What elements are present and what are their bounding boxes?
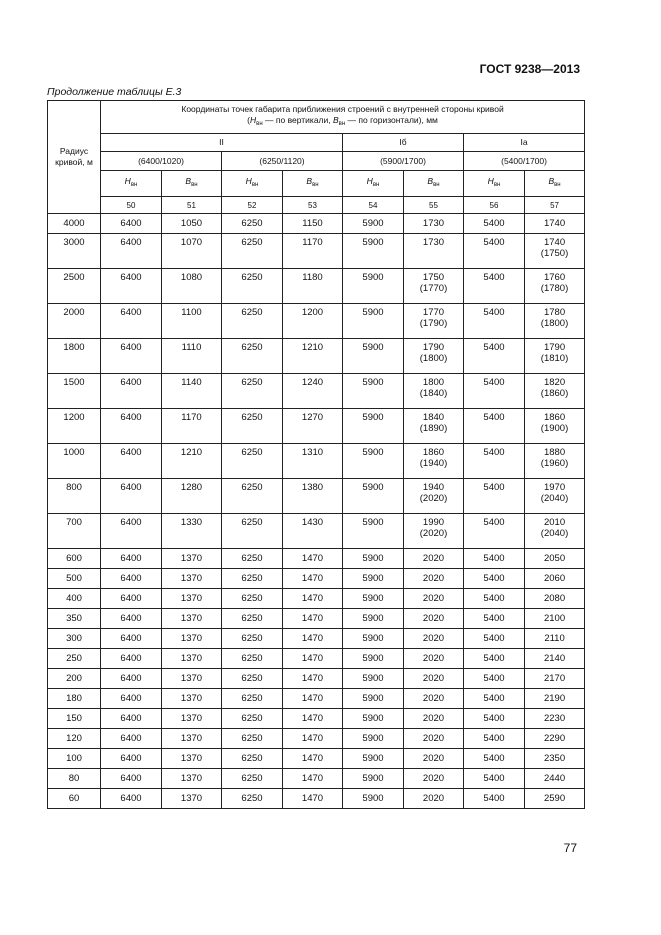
clearance-table: [47, 100, 585, 809]
table-row: [48, 729, 585, 749]
value-cell: 1740: [525, 214, 585, 234]
value-cell: 5400: [464, 479, 525, 514]
value-cell: 5900: [343, 339, 404, 374]
value-cell: 1990 (2020): [404, 514, 464, 549]
value-cell: 1880 (1960): [525, 444, 585, 479]
value-cell: 6400: [101, 269, 162, 304]
table-row: [48, 629, 585, 649]
value-cell: 1370: [162, 669, 222, 689]
radius-cell: 600: [48, 549, 101, 569]
value-cell: 6250: [222, 769, 283, 789]
column-symbol: $B_{вн}$: [162, 171, 222, 197]
value-cell: 2590: [525, 789, 585, 809]
value-cell: 1470: [283, 629, 343, 649]
value-cell: 1100: [162, 304, 222, 339]
value-cell: 5400: [464, 749, 525, 769]
value-cell: 1170: [283, 234, 343, 269]
value-cell: 1780 (1800): [525, 304, 585, 339]
value-cell: 1140: [162, 374, 222, 409]
radius-cell: 1500: [48, 374, 101, 409]
table-row: [48, 669, 585, 689]
value-cell: 1080: [162, 269, 222, 304]
value-cell: 1470: [283, 729, 343, 749]
value-cell: 5900: [343, 214, 404, 234]
value-cell: 6400: [101, 549, 162, 569]
value-cell: 1820 (1860): [525, 374, 585, 409]
value-cell: 2020: [404, 549, 464, 569]
value-cell: 1800 (1840): [404, 374, 464, 409]
value-cell: 6250: [222, 304, 283, 339]
value-cell: 2140: [525, 649, 585, 669]
value-cell: 5400: [464, 689, 525, 709]
value-cell: 1370: [162, 769, 222, 789]
table-row: [48, 269, 585, 304]
value-cell: 5400: [464, 769, 525, 789]
value-cell: 6400: [101, 709, 162, 729]
value-cell: 6250: [222, 629, 283, 649]
value-cell: 5900: [343, 304, 404, 339]
value-cell: 1940 (2020): [404, 479, 464, 514]
value-cell: 5400: [464, 269, 525, 304]
value-cell: 1750 (1770): [404, 269, 464, 304]
value-cell: 1370: [162, 709, 222, 729]
value-cell: 6400: [101, 304, 162, 339]
value-cell: 2230: [525, 709, 585, 729]
value-cell: 1790 (1810): [525, 339, 585, 374]
coords-header: Координаты точек габарита приближения строений с внутренней стороны кривой ($H_{вн}$ — по вертикали, $B_{вн}$ — по горизонтали), мм: [101, 101, 585, 134]
value-cell: 1370: [162, 609, 222, 629]
value-cell: 5400: [464, 514, 525, 549]
value-cell: 6400: [101, 629, 162, 649]
value-cell: 6400: [101, 669, 162, 689]
column-symbol: $H_{вн}$: [464, 171, 525, 197]
value-cell: 2020: [404, 769, 464, 789]
value-cell: 6250: [222, 789, 283, 809]
table-row: [48, 709, 585, 729]
value-cell: 6250: [222, 569, 283, 589]
value-cell: 5400: [464, 374, 525, 409]
value-cell: 5400: [464, 709, 525, 729]
value-cell: 5400: [464, 214, 525, 234]
radius-cell: 180: [48, 689, 101, 709]
value-cell: 1470: [283, 709, 343, 729]
value-cell: 2190: [525, 689, 585, 709]
value-cell: 1370: [162, 649, 222, 669]
value-cell: 1170: [162, 409, 222, 444]
radius-cell: 500: [48, 569, 101, 589]
value-cell: 1860 (1900): [525, 409, 585, 444]
value-cell: 1470: [283, 789, 343, 809]
value-cell: 2010 (2040): [525, 514, 585, 549]
value-cell: 2020: [404, 609, 464, 629]
value-cell: 5900: [343, 589, 404, 609]
value-cell: 6250: [222, 669, 283, 689]
value-cell: 1280: [162, 479, 222, 514]
value-cell: 5900: [343, 514, 404, 549]
radius-cell: 3000: [48, 234, 101, 269]
value-cell: 2020: [404, 589, 464, 609]
value-cell: 2020: [404, 689, 464, 709]
value-cell: 2080: [525, 589, 585, 609]
value-cell: 5400: [464, 589, 525, 609]
value-cell: 6250: [222, 709, 283, 729]
subgroup-header: (5900/1700): [343, 152, 464, 171]
radius-cell: 4000: [48, 214, 101, 234]
value-cell: 1110: [162, 339, 222, 374]
value-cell: 1470: [283, 689, 343, 709]
table-row: [48, 444, 585, 479]
value-cell: 1150: [283, 214, 343, 234]
subgroup-header: (6400/1020): [101, 152, 222, 171]
value-cell: 6400: [101, 339, 162, 374]
value-cell: 1180: [283, 269, 343, 304]
value-cell: 5900: [343, 789, 404, 809]
radius-cell: 700: [48, 514, 101, 549]
value-cell: 6250: [222, 649, 283, 669]
value-cell: 1470: [283, 769, 343, 789]
value-cell: 6250: [222, 234, 283, 269]
value-cell: 6250: [222, 549, 283, 569]
value-cell: 1370: [162, 729, 222, 749]
group-header-II: II: [101, 134, 343, 152]
table-row: [48, 479, 585, 514]
value-cell: 1210: [162, 444, 222, 479]
value-cell: 5900: [343, 409, 404, 444]
value-cell: 1470: [283, 749, 343, 769]
value-cell: 2020: [404, 749, 464, 769]
value-cell: 2020: [404, 649, 464, 669]
value-cell: 6400: [101, 479, 162, 514]
value-cell: 6400: [101, 409, 162, 444]
value-cell: 2020: [404, 789, 464, 809]
column-number: 53: [283, 197, 343, 214]
value-cell: 1470: [283, 609, 343, 629]
value-cell: 6400: [101, 234, 162, 269]
value-cell: 1860 (1940): [404, 444, 464, 479]
value-cell: 1370: [162, 629, 222, 649]
table-row: [48, 304, 585, 339]
value-cell: 5400: [464, 629, 525, 649]
group-header-Ia: Iа: [464, 134, 585, 152]
value-cell: 1430: [283, 514, 343, 549]
table-row: [48, 609, 585, 629]
table-caption: Продолжение таблицы Е.3: [47, 86, 182, 98]
column-symbol: $B_{вн}$: [283, 171, 343, 197]
value-cell: 2350: [525, 749, 585, 769]
radius-header: Радиус кривой, м: [48, 101, 101, 214]
value-cell: 6250: [222, 589, 283, 609]
value-cell: 5900: [343, 569, 404, 589]
column-symbol: $B_{вн}$: [404, 171, 464, 197]
column-number: 52: [222, 197, 283, 214]
value-cell: 5900: [343, 444, 404, 479]
value-cell: 6400: [101, 589, 162, 609]
column-number: 57: [525, 197, 585, 214]
value-cell: 1070: [162, 234, 222, 269]
column-number: 56: [464, 197, 525, 214]
value-cell: 1270: [283, 409, 343, 444]
radius-cell: 400: [48, 589, 101, 609]
value-cell: 5900: [343, 689, 404, 709]
value-cell: 1730: [404, 214, 464, 234]
radius-cell: 60: [48, 789, 101, 809]
value-cell: 6250: [222, 409, 283, 444]
value-cell: 1240: [283, 374, 343, 409]
table-row: [48, 589, 585, 609]
value-cell: 6250: [222, 749, 283, 769]
value-cell: 5900: [343, 374, 404, 409]
value-cell: 6400: [101, 769, 162, 789]
column-symbol: $H_{вн}$: [222, 171, 283, 197]
radius-cell: 150: [48, 709, 101, 729]
value-cell: 5400: [464, 339, 525, 374]
value-cell: 5400: [464, 444, 525, 479]
value-cell: 6400: [101, 729, 162, 749]
value-cell: 2170: [525, 669, 585, 689]
table-row: [48, 409, 585, 444]
value-cell: 5900: [343, 629, 404, 649]
radius-cell: 2000: [48, 304, 101, 339]
value-cell: 1370: [162, 689, 222, 709]
value-cell: 5900: [343, 609, 404, 629]
radius-cell: 100: [48, 749, 101, 769]
subgroup-header: (6250/1120): [222, 152, 343, 171]
value-cell: 1470: [283, 669, 343, 689]
value-cell: 5900: [343, 709, 404, 729]
value-cell: 1760 (1780): [525, 269, 585, 304]
radius-cell: 1000: [48, 444, 101, 479]
value-cell: 2100: [525, 609, 585, 629]
value-cell: 2020: [404, 629, 464, 649]
value-cell: 5900: [343, 669, 404, 689]
table-row: [48, 789, 585, 809]
table-row: [48, 649, 585, 669]
value-cell: 1370: [162, 549, 222, 569]
value-cell: 1470: [283, 589, 343, 609]
value-cell: 1370: [162, 749, 222, 769]
value-cell: 5900: [343, 729, 404, 749]
table-row: [48, 769, 585, 789]
value-cell: 2020: [404, 669, 464, 689]
value-cell: 5900: [343, 479, 404, 514]
column-symbol: $B_{вн}$: [525, 171, 585, 197]
value-cell: 6250: [222, 479, 283, 514]
coords-header-line1: Координаты точек габарита приближения строений с внутренней стороны кривой: [181, 104, 504, 114]
table-row: [48, 339, 585, 374]
value-cell: 6400: [101, 789, 162, 809]
radius-cell: 80: [48, 769, 101, 789]
value-cell: 1200: [283, 304, 343, 339]
value-cell: 1470: [283, 549, 343, 569]
group-header-Ib: Iб: [343, 134, 464, 152]
value-cell: 5900: [343, 549, 404, 569]
table-row: [48, 749, 585, 769]
column-number: 54: [343, 197, 404, 214]
column-number: 55: [404, 197, 464, 214]
radius-cell: 300: [48, 629, 101, 649]
column-number: 50: [101, 197, 162, 214]
value-cell: 6250: [222, 444, 283, 479]
value-cell: 1470: [283, 649, 343, 669]
value-cell: 6250: [222, 339, 283, 374]
value-cell: 6400: [101, 649, 162, 669]
value-cell: 6400: [101, 689, 162, 709]
value-cell: 5900: [343, 649, 404, 669]
radius-cell: 120: [48, 729, 101, 749]
column-number: 51: [162, 197, 222, 214]
value-cell: 1370: [162, 789, 222, 809]
value-cell: 6400: [101, 569, 162, 589]
value-cell: 5400: [464, 234, 525, 269]
value-cell: 6400: [101, 214, 162, 234]
value-cell: 1050: [162, 214, 222, 234]
standard-code: ГОСТ 9238—2013: [479, 62, 580, 76]
value-cell: 1370: [162, 569, 222, 589]
radius-cell: 800: [48, 479, 101, 514]
value-cell: 2290: [525, 729, 585, 749]
value-cell: 1470: [283, 569, 343, 589]
value-cell: 6400: [101, 444, 162, 479]
value-cell: 1970 (2040): [525, 479, 585, 514]
radius-cell: 1200: [48, 409, 101, 444]
table-row: [48, 514, 585, 549]
value-cell: 5400: [464, 304, 525, 339]
value-cell: 6250: [222, 729, 283, 749]
value-cell: 6250: [222, 374, 283, 409]
table-row: [48, 374, 585, 409]
radius-cell: 250: [48, 649, 101, 669]
value-cell: 2020: [404, 569, 464, 589]
value-cell: 1840 (1890): [404, 409, 464, 444]
table-row: [48, 234, 585, 269]
value-cell: 5900: [343, 749, 404, 769]
value-cell: 5400: [464, 549, 525, 569]
value-cell: 2020: [404, 729, 464, 749]
value-cell: 1310: [283, 444, 343, 479]
value-cell: 6250: [222, 689, 283, 709]
value-cell: 1330: [162, 514, 222, 549]
value-cell: 6250: [222, 214, 283, 234]
value-cell: 6250: [222, 609, 283, 629]
table-row: [48, 214, 585, 234]
value-cell: 6250: [222, 269, 283, 304]
value-cell: 5900: [343, 269, 404, 304]
value-cell: 1740 (1750): [525, 234, 585, 269]
subgroup-header: (5400/1700): [464, 152, 585, 171]
radius-cell: 200: [48, 669, 101, 689]
page-number: 77: [563, 841, 577, 855]
radius-cell: 350: [48, 609, 101, 629]
radius-cell: 2500: [48, 269, 101, 304]
value-cell: 1370: [162, 589, 222, 609]
value-cell: 5900: [343, 234, 404, 269]
value-cell: 5400: [464, 729, 525, 749]
table-row: [48, 569, 585, 589]
value-cell: 5400: [464, 609, 525, 629]
table-row: [48, 689, 585, 709]
value-cell: 6250: [222, 514, 283, 549]
value-cell: 5400: [464, 789, 525, 809]
value-cell: 5400: [464, 569, 525, 589]
value-cell: 2020: [404, 709, 464, 729]
value-cell: 6400: [101, 374, 162, 409]
value-cell: 1770 (1790): [404, 304, 464, 339]
value-cell: 1210: [283, 339, 343, 374]
radius-cell: 1800: [48, 339, 101, 374]
value-cell: 6400: [101, 514, 162, 549]
value-cell: 1790 (1800): [404, 339, 464, 374]
value-cell: 5400: [464, 649, 525, 669]
value-cell: 5400: [464, 409, 525, 444]
value-cell: 1380: [283, 479, 343, 514]
value-cell: 2440: [525, 769, 585, 789]
column-symbol: $H_{вн}$: [101, 171, 162, 197]
value-cell: 5900: [343, 769, 404, 789]
value-cell: 2110: [525, 629, 585, 649]
value-cell: 6400: [101, 749, 162, 769]
value-cell: 5400: [464, 669, 525, 689]
value-cell: 2060: [525, 569, 585, 589]
value-cell: 1730: [404, 234, 464, 269]
value-cell: 2050: [525, 549, 585, 569]
table-row: [48, 549, 585, 569]
value-cell: 6400: [101, 609, 162, 629]
column-symbol: $H_{вн}$: [343, 171, 404, 197]
